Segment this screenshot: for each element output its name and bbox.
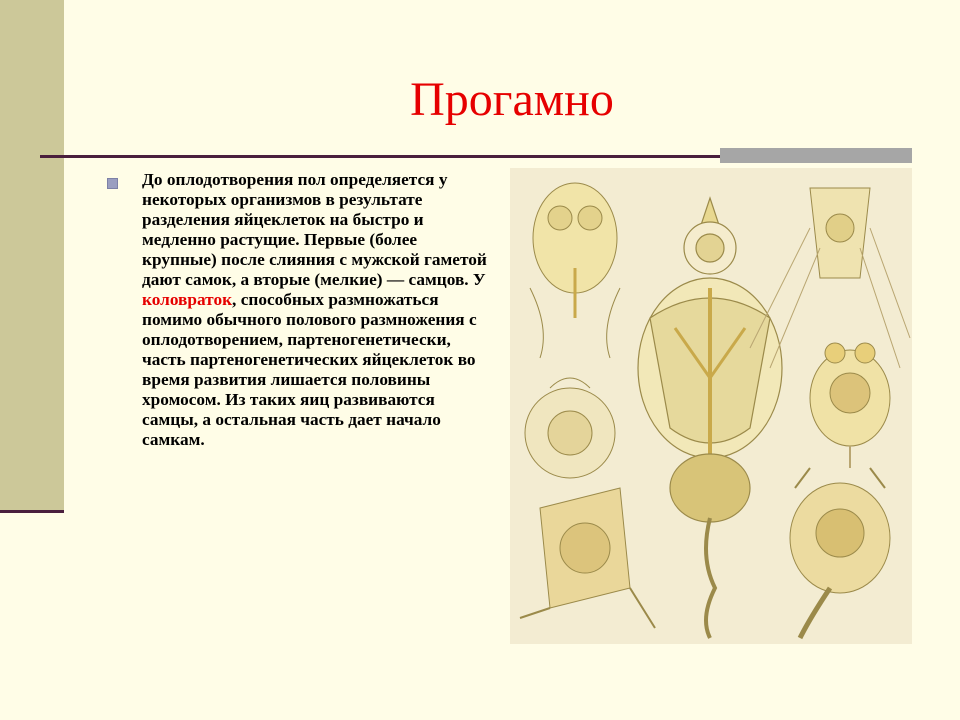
rotifers-link[interactable]: коловраток — [142, 290, 233, 309]
paragraph-text-end: , способных размножаться помимо обычного полового размножения с оплодотворением, партеногенетически, часть партеногенетических яйцеклеток во время развития лишается половины хромосом. Из таких яиц развиваются самцы, а остальная часть дает начало самкам. — [142, 290, 477, 449]
slide-title: Прогамно — [410, 73, 614, 126]
left-accent-rule — [0, 510, 64, 513]
square-bullet-icon — [107, 178, 118, 189]
right-accent-bar — [720, 148, 912, 163]
left-accent-bar — [0, 0, 64, 512]
bullet-paragraph — [142, 170, 492, 450]
rotifer-illustration — [510, 168, 912, 644]
paragraph-text-start: До оплодотворения пол определяется у некоторых организмов в результате разделения яйцеклеток на быстро и медленно растущие. Первые (более крупные) после слияния с мужской гаметой дают самок, а вторые (мелкие) — самцов. У — [142, 170, 487, 289]
